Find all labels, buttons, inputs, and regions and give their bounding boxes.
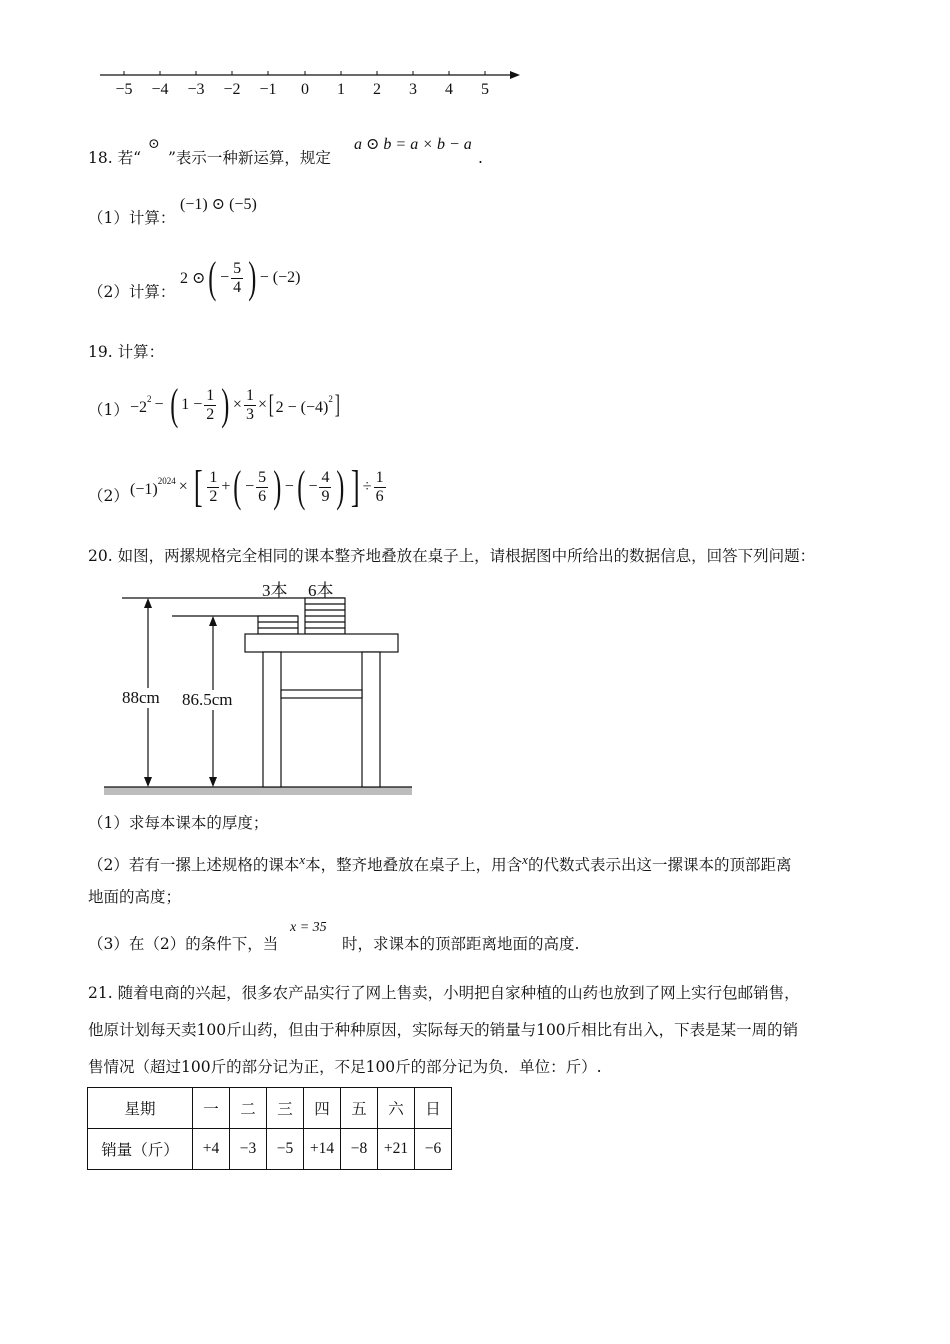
fraction: $\frac{1}{6}$ <box>375 468 384 505</box>
question-18 <box>88 130 868 310</box>
q19-part1-expr <box>130 380 342 430</box>
arrow-right-icon <box>510 71 520 79</box>
question-19 <box>88 340 868 520</box>
fraction: $\frac{4}{9}$ <box>321 468 330 505</box>
expr-sign: × <box>178 478 188 495</box>
table-cell: −8 <box>341 1129 378 1170</box>
number-line <box>96 62 526 102</box>
table-row <box>88 1129 452 1170</box>
table-row <box>88 1088 452 1129</box>
q18-part1-expr: (−1) ⊙ (−5) <box>180 196 257 213</box>
expr-term: 1 − <box>181 396 203 413</box>
bracket-right: ] <box>351 462 360 511</box>
fraction: $\frac{1}{3}$ <box>245 386 254 423</box>
sales-table <box>87 1087 452 1170</box>
table-cell: 三 <box>267 1088 304 1129</box>
q20-part3-expr: x = 35 <box>290 920 327 935</box>
q20-part1: （1）求每本课本的厚度； <box>88 814 269 832</box>
q21-line2: 他原计划每天卖100斤山药，但由于种种原因，实际每天的销量与100斤相比有出入，下表是某一周的销 <box>88 1021 799 1039</box>
label-88cm: 88cm <box>122 688 160 707</box>
paren-right: ) <box>221 380 230 429</box>
expr-sign: − <box>284 478 294 495</box>
paren-left: ( <box>233 462 242 511</box>
table-cell: 销量（斤） <box>88 1129 193 1170</box>
bracket-left: [ <box>193 462 203 511</box>
table-cell: −5 <box>267 1129 304 1170</box>
expr-sign: × <box>232 396 242 413</box>
q20-part3: （3）在（2）的条件下，当 <box>88 935 279 953</box>
expr-sign: ÷ <box>362 478 372 495</box>
q20-part2: （2）若有一摞上述规格的课本$^x$本，整齐地叠放在桌子上，用含$^x$的代数式表示出这一摞课本的顶部距离 <box>88 852 792 874</box>
table-cell: 六 <box>378 1088 415 1129</box>
desk <box>245 634 398 787</box>
q20-stem: 20. 如图，两摞规格完全相同的课本整齐地叠放在桌子上，请根据图中所给出的数据信息，回答下列问题： <box>88 547 816 565</box>
expr-sign: − <box>220 269 230 286</box>
table-cell: +21 <box>378 1129 415 1170</box>
tick-label: 3 <box>409 81 417 98</box>
paren-left: ( <box>208 253 217 302</box>
expr-term: $(-1)^{2024}$ <box>130 475 176 498</box>
paren-left: ( <box>169 380 178 429</box>
arrow-up-icon <box>144 598 152 608</box>
q18-middle: ”表示一种新运算，规定 <box>168 149 331 167</box>
table-cell: +4 <box>193 1129 230 1170</box>
q20-part2-line2: 地面的高度； <box>88 888 182 906</box>
q18-part2-expr <box>180 254 300 302</box>
tick-label: −1 <box>259 81 277 98</box>
tick-label: −3 <box>187 81 205 98</box>
fraction: $\frac{5}{4}$ <box>233 259 242 296</box>
table-cell: 日 <box>415 1088 452 1129</box>
paren-left: ( <box>297 462 306 511</box>
odot-symbol: ⊙ <box>148 137 160 152</box>
table-cell: −6 <box>415 1129 452 1170</box>
tick-label: 4 <box>445 81 453 98</box>
paren-right: ) <box>273 462 282 511</box>
bracket-left: [ <box>268 390 274 419</box>
q21-line1: 21. 随着电商的兴起，很多农产品实行了网上售卖，小明把自家种植的山药也放到了网上实行包邮销售， <box>88 984 800 1002</box>
q19-part1-label: （1） <box>88 401 129 419</box>
expr-term: $2 - (-4)^2$ <box>275 393 333 416</box>
paren-right: ) <box>336 462 345 511</box>
expr-sign: − <box>245 478 255 495</box>
q21-line3: 售情况（超过100斤的部分记为正，不足100斤的部分记为负．单位：斤）. <box>88 1058 602 1076</box>
tick-label: 2 <box>373 81 381 98</box>
table-cell: 二 <box>230 1088 267 1129</box>
arrow-up-icon <box>209 616 217 626</box>
q20-part3-tail: 时，求课本的顶部距离地面的高度. <box>342 935 580 953</box>
tick-label: −5 <box>115 81 133 98</box>
bracket-right: ] <box>334 390 340 419</box>
q18-period: . <box>478 149 483 167</box>
paren-right: ) <box>248 253 257 302</box>
q18-part1-label: （1）计算： <box>88 209 176 227</box>
expr-sign: × <box>257 396 267 413</box>
table-cell: −3 <box>230 1129 267 1170</box>
table-cell: +14 <box>304 1129 341 1170</box>
fraction: $\frac{1}{2}$ <box>206 386 215 423</box>
tick-label: 0 <box>301 81 309 98</box>
expr-sign: − <box>154 396 164 413</box>
fraction: $\frac{1}{2}$ <box>209 468 218 505</box>
label-3-books: 3本 <box>262 581 288 600</box>
q18-prefix: 18. 若“ <box>88 149 142 167</box>
expr-term: 2 ⊙ <box>180 270 206 287</box>
book-stack-3 <box>258 616 298 634</box>
tick-label: 1 <box>337 81 345 98</box>
table-cell: 星期 <box>88 1088 193 1129</box>
expr-sign: + <box>221 478 231 495</box>
table-cell: 一 <box>193 1088 230 1129</box>
q18-definition: a ⊙ b = a × b − a <box>354 136 472 153</box>
expr-term: $-2^2$ <box>130 393 152 416</box>
fraction: $\frac{5}{6}$ <box>258 468 267 505</box>
table-cell: 四 <box>304 1088 341 1129</box>
q18-part2-label: （2）计算： <box>88 283 176 301</box>
book-stack-6 <box>305 598 345 634</box>
arrow-down-icon <box>209 777 217 787</box>
q19-title: 19. 计算： <box>88 343 165 361</box>
expr-sign: − <box>308 478 318 495</box>
desk-figure <box>100 576 420 801</box>
q19-part2-expr <box>130 460 388 514</box>
tick-label: 5 <box>481 81 489 98</box>
arrow-down-icon <box>144 777 152 787</box>
expr-term: − (−2) <box>259 269 301 286</box>
table-cell: 五 <box>341 1088 378 1129</box>
tick-label: −2 <box>223 81 241 98</box>
q19-part2-label: （2） <box>88 487 129 505</box>
tick-label: −4 <box>151 81 169 98</box>
label-86-5cm: 86.5cm <box>182 690 233 709</box>
label-6-books: 6本 <box>308 581 334 600</box>
ground <box>104 787 412 795</box>
